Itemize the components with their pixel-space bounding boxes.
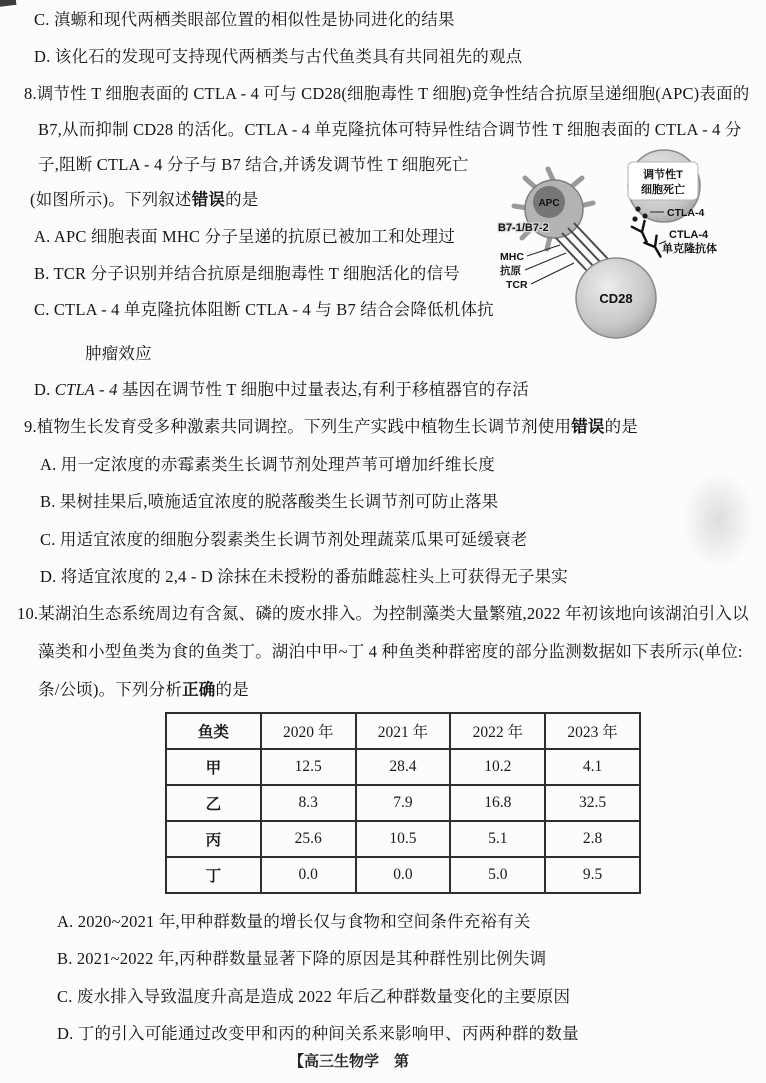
q10-stem-line2: 藻类和小型鱼类为食的鱼类丁。湖泊中甲~丁 4 种鱼类种群密度的部分监测数据如下表所示(单位:	[38, 642, 743, 661]
mhc-label: MHC	[500, 251, 524, 263]
table-row-label: 丁	[166, 857, 261, 893]
scan-smudge	[671, 455, 766, 585]
apc-cell	[514, 169, 593, 249]
treg-death-label-line1: 调节性T	[643, 169, 683, 181]
ctla4-mab-label-line1: CTLA-4	[669, 229, 709, 241]
table-cell: 10.5	[356, 821, 451, 857]
table-row-label: 丙	[166, 821, 261, 857]
q8-stem-line2: B7,从而抑制 CD28 的活化。CTLA - 4 单克隆抗体可特异性结合调节性 T 细胞表面的 CTLA - 4 分	[38, 120, 742, 139]
table-header-cell: 2022 年	[450, 713, 545, 749]
q8-option-d	[34, 379, 529, 401]
left-label-leader-lines	[525, 245, 574, 284]
q9-option-c: C. 用适宜浓度的细胞分裂素类生长调节剂处理蔬菜瓜果可延缓衰老	[40, 530, 528, 549]
q9-option-d: D. 将适宜浓度的 2,4 - D 涂抹在未授粉的番茄雌蕊柱头上可获得无子果实	[40, 567, 569, 586]
q10-stem-line3	[38, 679, 249, 701]
b7-label: B7-1/B7-2	[498, 222, 549, 234]
q7-option-d: D. 该化石的发现可支持现代两栖类与古代鱼类具有共同祖先的观点	[34, 47, 523, 66]
antigen-label: 抗原	[500, 265, 521, 277]
q9-stem-post: 的是	[604, 417, 638, 436]
q8-option-c-line1: C. CTLA - 4 单克隆抗体阻断 CTLA - 4 与 B7 结合会降低机体抗	[34, 300, 494, 319]
q8-option-d-post: 基因在调节性 T 细胞中过量表达,有利于移植器官的存活	[117, 380, 529, 399]
q10-option-a: A. 2020~2021 年,甲种群数量的增长仅与食物和空间条件充裕有关	[57, 912, 531, 931]
q10-stem-line3-post: 的是	[215, 680, 249, 699]
table-cell: 32.5	[545, 785, 640, 821]
table-cell: 16.8	[450, 785, 545, 821]
q8-stem-line4-pre: (如图所示)。下列叙述	[30, 190, 192, 209]
q8-option-d-pre: D.	[34, 380, 55, 399]
q9-stem	[24, 416, 638, 438]
scan-corner-artifact	[0, 0, 16, 7]
q8-option-c-line2: 肿瘤效应	[85, 344, 152, 363]
table-cell: 0.0	[261, 857, 356, 893]
q10-option-d: D. 丁的引入可能通过改变甲和丙的种间关系来影响甲、丙两种群的数量	[57, 1024, 579, 1043]
table-cell: 9.5	[545, 857, 640, 893]
q9-option-a: A. 用一定浓度的赤霉素类生长调节剂处理芦苇可增加纤维长度	[40, 455, 495, 474]
table-cell: 5.0	[450, 857, 545, 893]
q8-immune-checkpoint-diagram	[492, 146, 724, 344]
table-cell: 28.4	[356, 749, 451, 785]
ctla4-molecule-icon	[632, 216, 637, 221]
table-cell: 4.1	[545, 749, 640, 785]
q8-stem-line4-emphasis: 错误	[191, 191, 226, 209]
q9-stem-pre: 9.植物生长发育受多种激素共同调控。下列生产实践中植物生长调节剂使用	[24, 417, 572, 436]
table-row-label: 乙	[166, 785, 261, 821]
q8-option-d-gene-name: CTLA - 4	[54, 380, 118, 399]
cytotoxic-t-cell	[576, 258, 656, 338]
page-footer: 【高三生物学 第	[289, 1053, 410, 1070]
table-header-cell: 鱼类	[166, 713, 261, 749]
table-cell: 8.3	[261, 785, 356, 821]
ctla4-label: CTLA-4	[667, 207, 705, 219]
q10-stem-line3-emphasis: 正确	[182, 681, 216, 699]
q8-stem-line4-post: 的是	[225, 190, 259, 209]
table-row	[166, 857, 640, 893]
q10-option-b: B. 2021~2022 年,丙种群数量显著下降的原因是其种群性别比例失调	[57, 949, 547, 968]
ctla4-mab-label-line2: 单克隆抗体	[662, 243, 717, 255]
q9-option-b: B. 果树挂果后,喷施适宜浓度的脱落酸类生长调节剂可防止落果	[40, 492, 499, 511]
table-header-row	[166, 713, 640, 749]
q8-option-a: A. APC 细胞表面 MHC 分子呈递的抗原已被加工和处理过	[34, 227, 456, 246]
table-cell: 10.2	[450, 749, 545, 785]
table-cell: 25.6	[261, 821, 356, 857]
q8-stem-line3: 子,阻断 CTLA - 4 分子与 B7 结合,并诱发调节性 T 细胞死亡	[38, 155, 469, 174]
q10-stem-line1: 10.某湖泊生态系统周边有含氮、磷的废水排入。为控制藻类大量繁殖,2022 年初该地向该湖泊引入以	[17, 604, 749, 623]
table-cell: 7.9	[356, 785, 451, 821]
ctla4-antibody-icon	[632, 221, 653, 245]
table-row	[166, 749, 640, 785]
table-cell: 12.5	[261, 749, 356, 785]
table-header-cell: 2023 年	[545, 713, 640, 749]
table-row	[166, 785, 640, 821]
table-header-cell: 2020 年	[261, 713, 356, 749]
tcr-label: TCR	[506, 279, 528, 291]
q8-stem-line4	[30, 189, 259, 211]
q10-option-c: C. 废水排入导致温度升高是造成 2022 年后乙种群数量变化的主要原因	[57, 987, 571, 1006]
apc-label: APC	[538, 198, 560, 209]
table-row	[166, 821, 640, 857]
ctla4-molecule-icon	[642, 213, 647, 218]
table-row-label: 甲	[166, 749, 261, 785]
q7-option-c: C. 滇螈和现代两栖类眼部位置的相似性是协同进化的结果	[34, 10, 455, 29]
table-header-cell: 2021 年	[356, 713, 451, 749]
table-cell: 0.0	[356, 857, 451, 893]
q9-stem-emphasis: 错误	[571, 418, 605, 436]
treg-death-label-line2: 细胞死亡	[641, 184, 685, 196]
q8-stem-line1: 8.调节性 T 细胞表面的 CTLA - 4 可与 CD28(细胞毒性 T 细胞)竞争性结合抗原呈递细胞(APC)表面的	[24, 84, 750, 103]
table-cell: 5.1	[450, 821, 545, 857]
q8-option-b: B. TCR 分子识别并结合抗原是细胞毒性 T 细胞活化的信号	[34, 264, 460, 283]
cd28-label: CD28	[599, 291, 633, 306]
q10-stem-line3-pre: 条/公顷)。下列分析	[38, 680, 183, 699]
fish-population-density-table	[165, 712, 641, 894]
ctla4-molecule-icon	[635, 206, 640, 211]
table-cell: 2.8	[545, 821, 640, 857]
